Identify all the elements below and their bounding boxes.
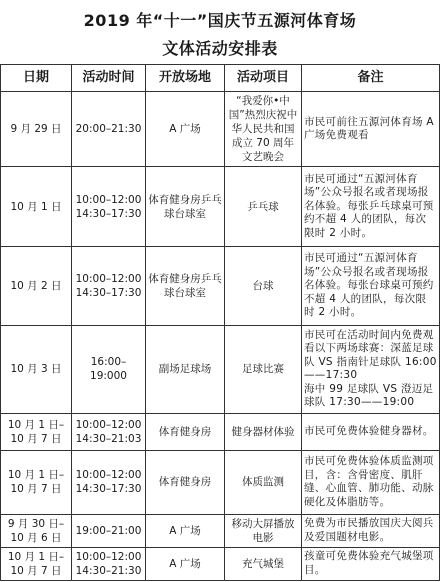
cell-note: 免费为市民播放国庆大阅兵及爱国题材电影。	[302, 514, 440, 547]
cell-item: 充气城堡	[225, 547, 302, 580]
cell-date: 10 月 1 日–10 月 7 日	[1, 547, 72, 580]
cell-date: 10 月 1 日–10 月 7 日	[1, 413, 72, 450]
cell-date: 10 月 1 日	[1, 167, 72, 246]
cell-time: 16:00–19:000	[72, 326, 146, 414]
header-date: 日期	[1, 65, 72, 92]
cell-item: 体质监测	[225, 450, 302, 514]
cell-note: 孩童可免费体验充气城堡项目。	[302, 547, 440, 580]
cell-note: 市民可通过“五源河体育场”公众号报名或者现场报名体验。每张乒乓球桌可预约不超 4 人的团队，每次限时 2 小时。	[302, 167, 440, 246]
cell-item: 健身器材体验	[225, 413, 302, 450]
cell-venue: A 广场	[146, 547, 225, 580]
cell-date: 9 月 30 日–10 月 6 日	[1, 514, 72, 547]
cell-venue: 体育健身房乒乓球台球室	[146, 246, 225, 325]
table-row	[1, 450, 440, 514]
table-row	[1, 92, 440, 167]
cell-venue: 体育健身房	[146, 413, 225, 450]
header-time: 活动时间	[72, 65, 146, 92]
page-subtitle: 文体活动安排表	[162, 39, 278, 58]
cell-time: 10:00–12:00 14:30–21:03	[72, 413, 146, 450]
cell-note: 市民可在活动时间内免费观看以下两场球赛：深蓝足球队 VS 指南针足球队 16:00——17:30 海中 99 足球队 VS 澄迈足球队 17:30——19:00	[302, 326, 440, 414]
cell-time: 10:00–12:00 14:30–17:30	[72, 450, 146, 514]
table-row	[1, 547, 440, 580]
header-note: 备注	[302, 65, 440, 92]
cell-date: 10 月 1 日–10 月 7 日	[1, 450, 72, 514]
header-venue: 开放场地	[146, 65, 225, 92]
schedule-table	[0, 64, 440, 581]
cell-item: 足球比赛	[225, 326, 302, 414]
cell-venue: 体育健身房	[146, 450, 225, 514]
cell-time: 10:00–12:00 14:30–21:30	[72, 547, 146, 580]
cell-item: 移动大屏播放电影	[225, 514, 302, 547]
cell-date: 10 月 2 日	[1, 246, 72, 325]
table-row	[1, 413, 440, 450]
cell-venue: 副场足球场	[146, 326, 225, 414]
cell-time: 19:00–21:00	[72, 514, 146, 547]
cell-note: 市民可前往五源河体育场 A 广场免费观看	[302, 92, 440, 167]
header-row	[1, 65, 440, 92]
cell-venue: 体育健身房乒乓球台球室	[146, 167, 225, 246]
cell-note: 市民可免费体验健身器材。	[302, 413, 440, 450]
page-title: 2019 年“十一”国庆节五源河体育场	[83, 11, 357, 30]
cell-note: 市民可免费体验体质监测项目，含：含骨密度、肌肝缝、心血管、肺功能、动脉硬化及体脂肪等。	[302, 450, 440, 514]
header-item: 活动项目	[225, 65, 302, 92]
table-row	[1, 246, 440, 325]
cell-venue: A 广场	[146, 92, 225, 167]
table-row	[1, 514, 440, 547]
cell-date: 9 月 29 日	[1, 92, 72, 167]
table-row	[1, 167, 440, 246]
cell-time: 20:00–21:30	[72, 92, 146, 167]
cell-time: 10:00–12:00 14:30–17:30	[72, 167, 146, 246]
cell-item: 乒乓球	[225, 167, 302, 246]
cell-note: 市民可通过“五源河体育场”公众号报名或者现场报名体验。每张台球桌可预约不超 4 人的团队，每次限时 2 小时。	[302, 246, 440, 325]
cell-time: 10:00–12:00 14:30–17:30	[72, 246, 146, 325]
cell-venue: A 广场	[146, 514, 225, 547]
cell-item: “我爱你•中国”热烈庆祝中华人民共和国成立 70 周年文艺晚会	[225, 92, 302, 167]
cell-item: 台球	[225, 246, 302, 325]
table-row	[1, 326, 440, 414]
cell-date: 10 月 3 日	[1, 326, 72, 414]
